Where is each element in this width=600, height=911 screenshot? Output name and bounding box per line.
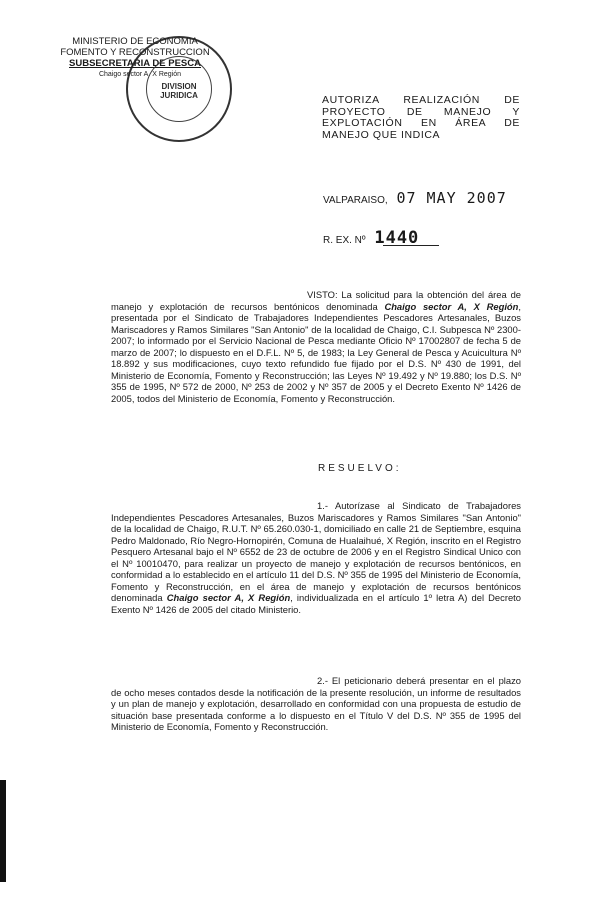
seal-division-sub: JURIDICA (160, 91, 198, 100)
number-underline (383, 245, 439, 246)
seal-division: DIVISION (161, 82, 197, 91)
article-1-paragraph (111, 500, 521, 615)
resuelvo-heading: RESUELVO: (318, 463, 402, 474)
visto-paragraph (111, 289, 521, 404)
article-1-rest: , individualizada en el artículo 1º letra A) del Decreto Exento Nº 1426 de 2005 del citado Ministerio. (111, 592, 521, 615)
visto-lead: VISTO: La solicitud para la obtención del área de manejo y explotación de recursos bentónicos denominada (111, 289, 521, 312)
article-1-area-name: Chaigo sector A, X Región (166, 592, 291, 603)
ministry-name-line1: MINISTERIO DE ECONOMIA (72, 36, 198, 47)
place: VALPARAISO, (323, 195, 388, 206)
resolution-subject: AUTORIZA REALIZACIÓN DE PROYECTO DE MANEJO Y EXPLOTACIÓN EN ÁREA DE MANEJO QUE INDICA (322, 94, 520, 141)
subsecretaria-name: SUBSECRETARIA DE PESCA (69, 58, 201, 69)
ministry-name-line2: FOMENTO Y RECONSTRUCCION (60, 47, 210, 58)
seal-division-text (128, 82, 230, 100)
article-1-lead: 1.- Autorízase al Sindicato de Trabajadores Independientes Pescadores Artesanales, Buzos Mariscadores y Ramos Similares "San Antonio" de la localidad de Chaigo, R.U.T. Nº 65.260.030-1, domiciliado en calle 21 de Septiembre, esquina Pedro Maldonado, Río Negro-Hornopirén, Comuna de Hualaihué, X Región, inscrito en el Registro Pesquero Artesanal bajo el Nº 6552 de 23 de octubre de 2006 y en el Registro Sindical Unico con el Nº 10010470, para realizar un proyecto de manejo y explotación de recursos bentónicos, en conformidad a lo establecido en el artículo 11 del D.S. Nº 355 de 1995 del Ministerio de Economía, Fomento y Reconstrucción, en el área de manejo y explotación de recursos bentónicos denominada (111, 500, 521, 603)
article-2-paragraph: 2.- El peticionario deberá presentar en el plazo de ocho meses contados desde la notificación de la presente resolución, un informe de resultados y un plan de manejo y explotación, desarrollado en conformidad con una propuesta de estudio de situación base presentada conforme a lo dispuesto en el Título V del D.S. Nº 355 de 1995 del Ministerio de Economía, Fomento y Reconstrucción. (111, 675, 521, 732)
stamped-date: 07 MAY 2007 (396, 189, 507, 207)
visto-rest: , presentada por el Sindicato de Trabajadores Independientes Pescadores Artesanales, Buzos Mariscadores y Ramos Similares "San Antonio" de la localidad de Chaigo, C.I. Subpesca Nº 2300-2007; lo informado por el Servicio Nacional de Pesca mediante Oficio Nº 17002807 de fecha 5 de marzo de 2007; lo dispuesto en el D.F.L. Nº 5, de 1983; la Ley General de Pesca y Acuicultura Nº 18.892 y sus modificaciones, cuyo texto refundido fue fijado por el D.S. Nº 430 de 1991, del Ministerio de Economía, Fomento y Reconstrucción; las Leyes Nº 19.492 y Nº 19.880; los D.S. Nº 355 de 1995, Nº 572 de 2000, Nº 253 de 2002 y Nº 357 de 2005 y el Decreto Exento Nº 1426 de 2005, todos del Ministerio de Economía, Fomento y Reconstrucción. (111, 300, 521, 404)
scan-margin-mark (0, 780, 6, 882)
resolution-number-value: 1440 (374, 228, 420, 248)
sector-reference: Chaigo sector A. X Región (98, 71, 182, 78)
official-seal-stamp (126, 36, 232, 142)
visto-area-name: Chaigo sector A, X Región (384, 300, 519, 312)
resolution-prefix: R. EX. Nº (323, 235, 366, 246)
resolution-number (323, 228, 419, 248)
place-and-date (323, 189, 507, 207)
